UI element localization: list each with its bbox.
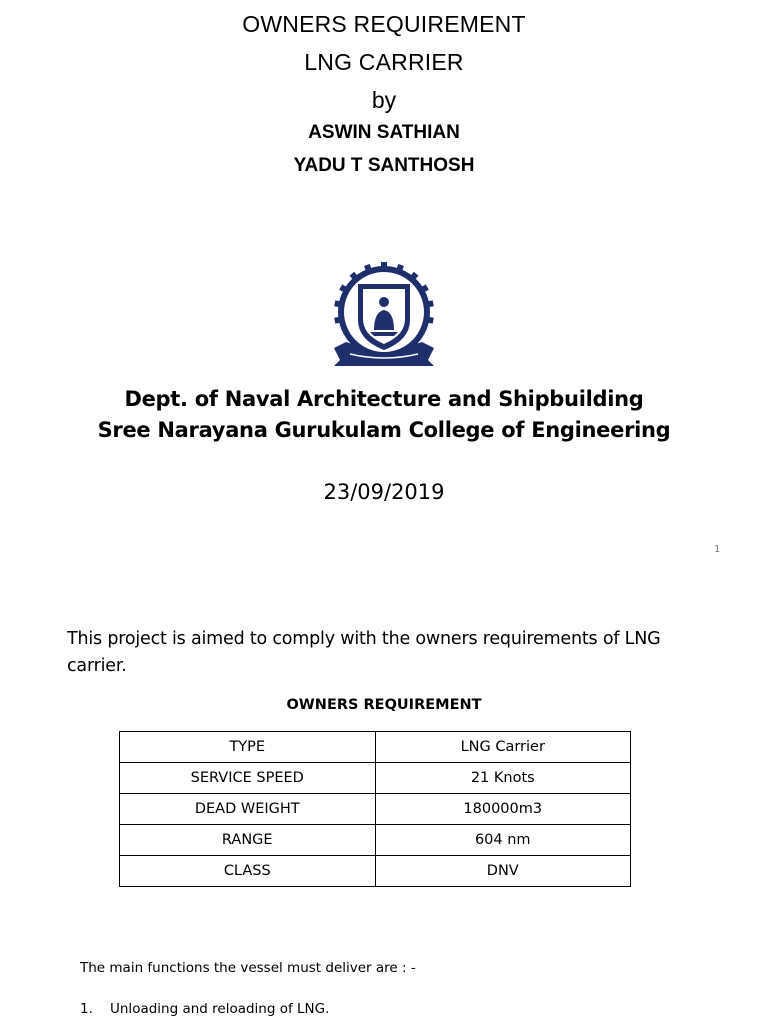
by-label: by [371,87,397,113]
table-cell-label: SERVICE SPEED [120,763,376,794]
author-name: ASWIN SATHIAN [308,122,460,143]
owners-requirement-table [119,731,631,887]
table-cell-label: CLASS [120,856,376,887]
list-item-number: 1. [80,1001,93,1017]
document-date: 23/09/2019 [323,480,445,504]
department-name: Dept. of Naval Architecture and Shipbuilding [124,387,644,411]
table-cell-value: 604 nm [375,825,631,856]
author-name: YADU T SANTHOSH [293,155,475,176]
table-cell-value: LNG Carrier [375,732,631,763]
table-cell-label: RANGE [120,825,376,856]
table-cell-value: DNV [375,856,631,887]
table-row [120,732,631,763]
list-item [80,1001,329,1017]
table-row [120,763,631,794]
document-title-line1: OWNERS REQUIREMENT [242,11,526,37]
table-row [120,856,631,887]
intro-paragraph: This project is aimed to comply with the owners requirements of LNG carrier. [67,629,661,676]
page-number: 1 [714,544,721,555]
college-name: Sree Narayana Gurukulam College of Engineering [97,418,671,442]
table-row [120,825,631,856]
document-title-line2: LNG CARRIER [304,49,464,75]
table-cell-label: DEAD WEIGHT [120,794,376,825]
college-emblem-icon [328,262,440,370]
table-cell-value: 180000m3 [375,794,631,825]
table-cell-label: TYPE [120,732,376,763]
list-item-text: Unloading and reloading of LNG. [110,1001,330,1017]
functions-intro: The main functions the vessel must deliver are : - [80,960,416,976]
table-heading: OWNERS REQUIREMENT [286,697,482,713]
table-cell-value: 21 Knots [375,763,631,794]
table-row [120,794,631,825]
